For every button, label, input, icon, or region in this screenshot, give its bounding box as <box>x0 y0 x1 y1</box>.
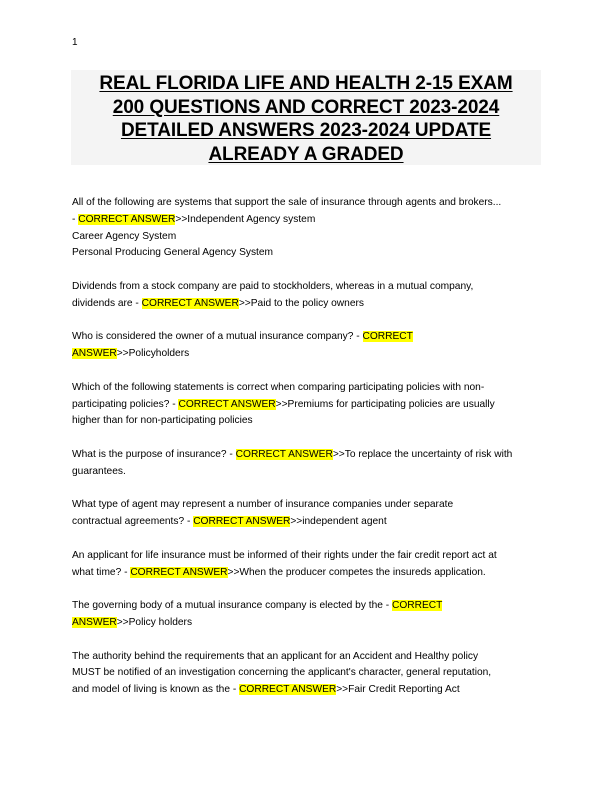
correct-answer-highlight: CORRECT ANSWER <box>141 297 239 309</box>
question-answer-item <box>72 548 542 582</box>
qa-text: contractual agreements? - <box>72 516 194 528</box>
answer-text: >>When the producer competes the insureds application. <box>227 566 486 578</box>
title-line: DETAILED ANSWERS 2023-2024 UPDATE <box>120 120 492 141</box>
question-answer-item <box>72 447 542 481</box>
qa-text: What type of agent may represent a number of insurance companies under separate <box>72 499 454 511</box>
qa-text: participating policies? - <box>72 398 179 410</box>
question-answer-item <box>72 329 542 363</box>
qa-text: MUST be notified of an investigation concerning the applicant's character, general reputation, <box>72 667 492 679</box>
title-block <box>71 70 541 165</box>
qa-text: what time? - <box>72 566 131 578</box>
correct-answer-highlight: CORRECT ANSWER <box>178 398 276 410</box>
answer-text: >>Policy holders <box>116 616 193 628</box>
question-answer-item <box>72 279 542 313</box>
answer-text: >>Fair Credit Reporting Act <box>336 684 460 696</box>
qa-text: The governing body of a mutual insurance company is elected by the - <box>72 600 392 612</box>
question-answer-item <box>72 497 542 531</box>
qa-text: Who is considered the owner of a mutual insurance company? - <box>72 331 363 343</box>
qa-text: Career Agency System <box>72 230 177 242</box>
qa-text: - <box>72 213 79 225</box>
question-answer-item <box>72 649 542 699</box>
question-answer-item <box>72 195 542 262</box>
question-answer-item <box>72 598 542 632</box>
answer-text: >>Paid to the policy owners <box>238 297 364 309</box>
page-number: 1 <box>72 37 78 48</box>
correct-answer-highlight: CORRECT <box>362 331 413 343</box>
correct-answer-highlight: CORRECT ANSWER <box>239 684 337 696</box>
qa-text: An applicant for life insurance must be informed of their rights under the fair credit report act at <box>72 549 497 561</box>
answer-text: >>To replace the uncertainty of risk with <box>332 448 513 460</box>
answer-text: >>Policyholders <box>116 348 190 360</box>
qa-text: dividends are - <box>72 297 142 309</box>
qa-text: Which of the following statements is correct when comparing participating policies with non- <box>72 381 485 393</box>
correct-answer-highlight: ANSWER <box>72 348 117 360</box>
qa-text: guarantees. <box>72 465 126 477</box>
answer-text: >>Independent Agency system <box>175 213 316 225</box>
answer-text: >>independent agent <box>290 516 387 528</box>
correct-answer-highlight: CORRECT ANSWER <box>235 448 333 460</box>
qa-text: Personal Producing General Agency System <box>72 247 274 259</box>
correct-answer-highlight: CORRECT ANSWER <box>78 213 176 225</box>
title-line: 200 QUESTIONS AND CORRECT 2023-2024 <box>112 96 500 118</box>
question-answer-list <box>72 195 542 716</box>
qa-text: Dividends from a stock company are paid to stockholders, whereas in a mutual company, <box>72 280 474 292</box>
document-title <box>71 70 541 166</box>
question-answer-item <box>72 380 542 430</box>
qa-text: What is the purpose of insurance? - <box>72 448 236 460</box>
title-line: REAL FLORIDA LIFE AND HEALTH 2-15 EXAM <box>99 73 513 94</box>
correct-answer-highlight: CORRECT <box>391 600 443 612</box>
qa-text: and model of living is known as the - <box>72 684 240 696</box>
title-line: ALREADY A GRADED <box>208 143 404 165</box>
correct-answer-highlight: CORRECT ANSWER <box>130 566 228 578</box>
answer-text: >>Premiums for participating policies are usually <box>275 398 495 410</box>
qa-text: higher than for non-participating policies <box>72 415 253 427</box>
qa-text: The authority behind the requirements that an applicant for an Accident and Healthy policy <box>72 650 479 662</box>
qa-text: All of the following are systems that support the sale of insurance through agents and brokers... <box>72 197 502 208</box>
correct-answer-highlight: CORRECT ANSWER <box>193 516 291 528</box>
correct-answer-highlight: ANSWER <box>72 616 117 628</box>
